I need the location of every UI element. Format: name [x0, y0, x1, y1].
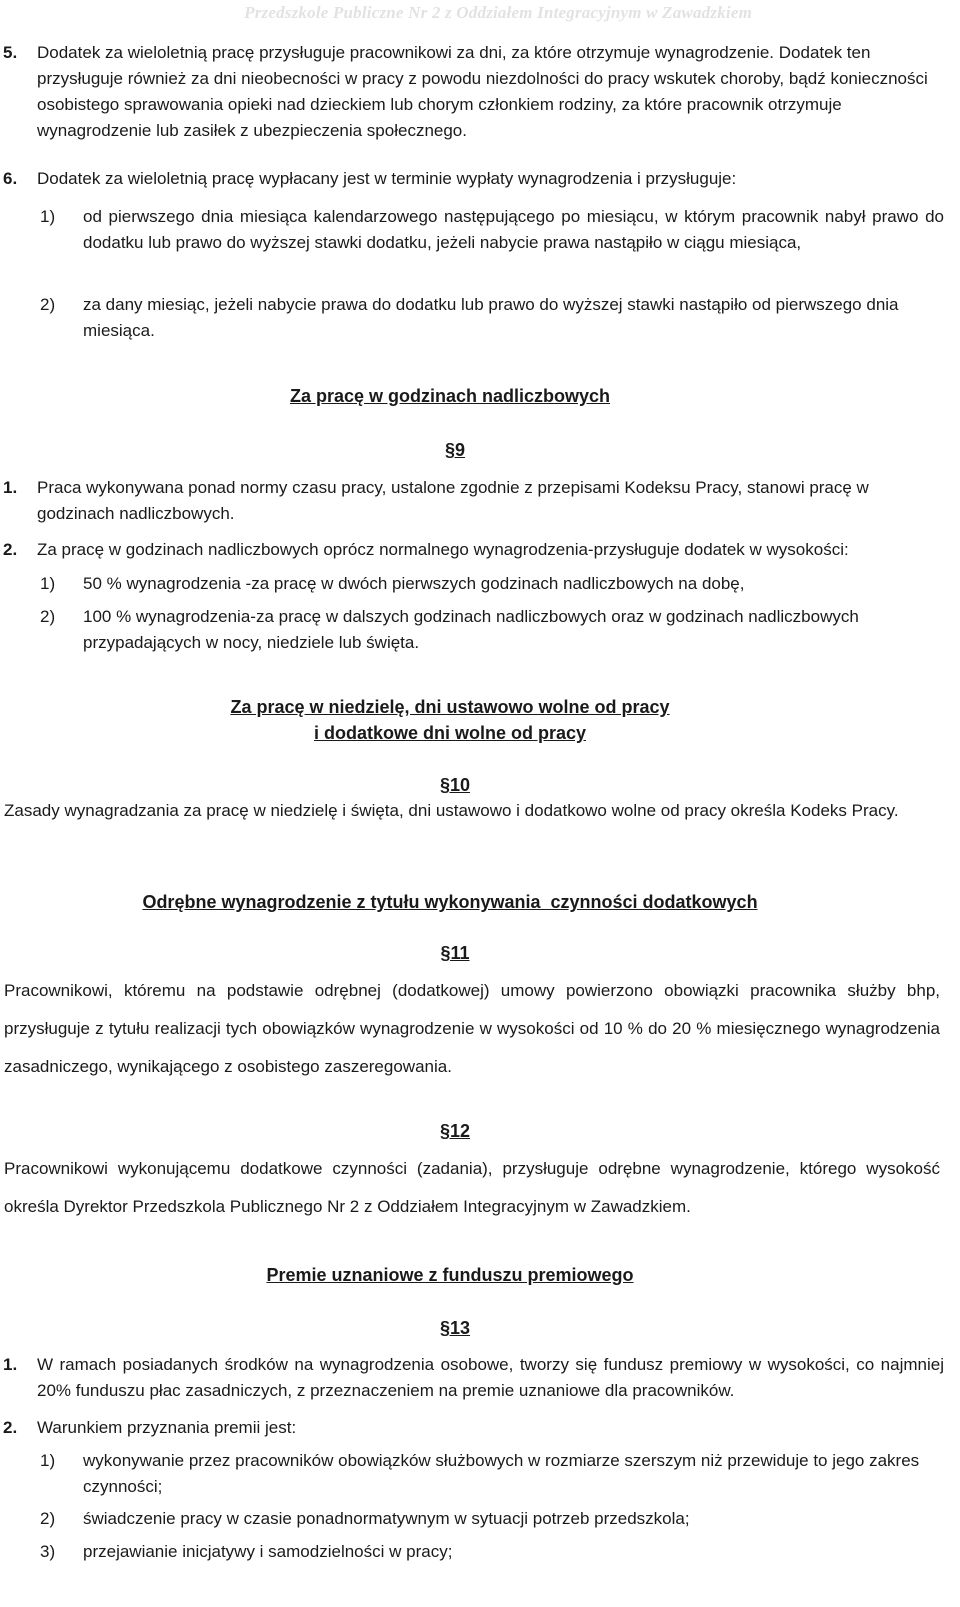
list-item-number: 2)	[40, 607, 56, 626]
list-item-number: 1)	[40, 207, 56, 226]
list-item-text: za dany miesiąc, jeżeli nabycie prawa do dodatku lub prawo do wyższej stawki nastąpiło od pierwszego dnia miesiąca.	[83, 295, 899, 340]
list-item-text: od pierwszego dnia miesiąca kalendarzowego następującego po miesiącu, w którym pracownik nabył prawo do dodatku lub prawo do wyższej stawki dodatku, jeżeli nabycie prawa nastąpiło w ciągu miesiąca,	[83, 207, 944, 252]
list-item-number: 1)	[40, 574, 56, 593]
list-item-text: wykonywanie przez pracowników obowiązków służbowych w rozmiarze szerszym niż przewiduje to jego zakres czynności;	[83, 1451, 920, 1496]
paragraph-text: Dodatek za wieloletnią pracę przysługuje pracownikowi za dni, za które otrzymuje wynagrodzenie. Dodatek ten przysługuje również za dni nieobecności w pracy z powodu niezdolności do pracy wskutek choroby, bądź konieczności osobistego sprawowania opieki nad dzieckiem lub chorym członkiem rodziny, za które pracownik otrzymuje wynagrodzenie lub zasiłek z ubezpieczenia społecznego.	[37, 43, 928, 140]
list-item-number: 2)	[40, 295, 56, 314]
paragraph-13-1	[0, 1352, 960, 1404]
section-text: Pracownikowi, któremu na podstawie odrębnej (dodatkowej) umowy powierzono obowiązki pracownika służby bhp, przysługuje z tytułu realizacji tych obowiązków wynagrodzenie w wysokości od 10 % do 20 % miesięcznego wynagrodzenia zasadniczego, wynikającego z osobistego zaszeregowania.	[4, 981, 940, 1076]
page-header: Przedszkole Publiczne Nr 2 z Oddziałem Integracyjnym w Zawadzkiem	[244, 3, 752, 22]
paragraph-number: 2.	[3, 540, 18, 559]
paragraph-text: Dodatek za wieloletnią pracę wypłacany jest w terminie wypłaty wynagrodzenia i przysługuje:	[37, 169, 737, 188]
list-item	[0, 292, 960, 344]
paragraph-5	[0, 40, 960, 144]
section-text: Pracownikowi wykonującemu dodatkowe czynności (zadania), przysługuje odrębne wynagrodzenie, którego wysokość określa Dyrektor Przedszkola Publicznego Nr 2 z Oddziałem Integracyjnym w Zawadzkiem.	[4, 1159, 940, 1216]
list-item-number: 2)	[40, 1509, 56, 1528]
section-heading: Za pracę w godzinach nadliczbowych	[289, 386, 611, 406]
section-heading: Premie uznaniowe z funduszu premiowego	[266, 1265, 634, 1285]
paragraph-6	[0, 166, 960, 192]
list-item-number: 1)	[40, 1451, 56, 1470]
section-symbol: §12	[439, 1121, 471, 1141]
paragraph-9-1	[0, 475, 960, 527]
section-text: Zasady wynagradzania za pracę w niedzielę i święta, dni ustawowo i dodatkowo wolne od pracy określa Kodeks Pracy.	[4, 801, 899, 820]
list-item	[0, 1539, 960, 1565]
list-item	[0, 204, 960, 256]
paragraph-text: W ramach posiadanych środków na wynagrodzenia osobowe, tworzy się fundusz premiowy w wysokości, co najmniej 20% funduszu płac zasadniczych, z przeznaczeniem na premie uznaniowe dla pracowników.	[37, 1355, 944, 1400]
section-heading-line-2: i dodatkowe dni wolne od pracy	[313, 723, 587, 743]
section-symbol: §11	[440, 943, 470, 963]
list-item-text: przejawianie inicjatywy i samodzielności w pracy;	[83, 1542, 453, 1561]
list-item	[0, 1448, 960, 1500]
paragraph-number: 5.	[3, 43, 18, 62]
list-item-text: 50 % wynagrodzenia -za pracę w dwóch pierwszych godzinach nadliczbowych na dobę,	[83, 574, 745, 593]
paragraph-number: 1.	[3, 478, 18, 497]
list-item-number: 3)	[40, 1542, 56, 1561]
list-item-text: świadczenie pracy w czasie ponadnormatywnym w sytuacji potrzeb przedszkola;	[83, 1509, 690, 1528]
paragraph-number: 2.	[3, 1418, 18, 1437]
list-item	[0, 1506, 960, 1532]
paragraph-number: 6.	[3, 169, 18, 188]
list-item	[0, 604, 960, 656]
list-item-text: 100 % wynagrodzenia-za pracę w dalszych godzinach nadliczbowych oraz w godzinach nadliczbowych przypadających w nocy, niedziele lub święta.	[83, 607, 859, 652]
paragraph-9-2	[0, 537, 960, 563]
paragraph-number: 1.	[3, 1355, 18, 1374]
list-item	[0, 571, 960, 597]
section-symbol: §9	[444, 440, 466, 460]
paragraph-13-2	[0, 1415, 960, 1441]
section-heading: Za pracę w niedzielę, dni ustawowo wolne od pracy	[230, 697, 670, 717]
paragraph-text: Warunkiem przyznania premii jest:	[37, 1418, 297, 1437]
section-heading: Odrębne wynagrodzenie z tytułu wykonywania czynności dodatkowych	[142, 892, 758, 912]
section-symbol: §10	[439, 775, 471, 795]
paragraph-text: Za pracę w godzinach nadliczbowych oprócz normalnego wynagrodzenia-przysługuje dodatek w wysokości:	[37, 540, 849, 559]
section-symbol: §13	[439, 1318, 471, 1338]
paragraph-text: Praca wykonywana ponad normy czasu pracy, ustalone zgodnie z przepisami Kodeksu Pracy, stanowi pracę w godzinach nadliczbowych.	[37, 478, 869, 523]
